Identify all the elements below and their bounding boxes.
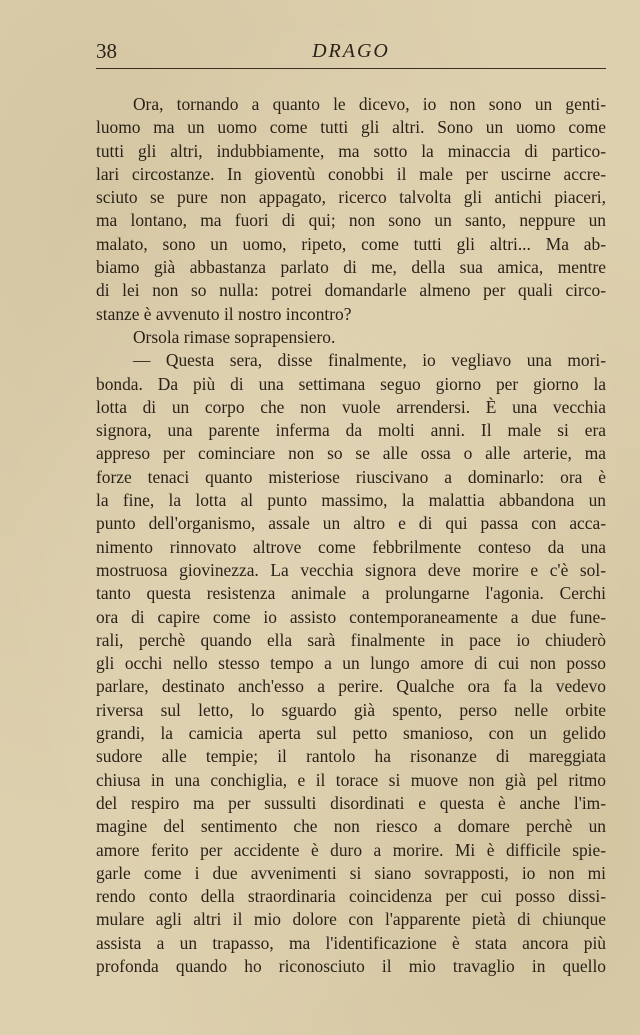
text-line: la fine, la lotta al punto massimo, la malattia abbandona un: [96, 490, 606, 511]
text-line: forze tenaci quanto misteriose riuscivano a dominarlo: ora è: [96, 466, 606, 487]
text-line: sciuto se pure non appagato, ricerco talvolta gli antichi piaceri,: [96, 187, 606, 208]
text-line: del respiro ma per sussulti disordinati e questa è anche l'im-: [96, 792, 606, 813]
text-line: riversa sul letto, lo sguardo già spento, perso nelle orbite: [96, 699, 606, 720]
text-line: — Questa sera, disse finalmente, io vegliavo una mori-: [133, 350, 606, 371]
text-line: signora, una parente inferma da molti anni. Il male si era: [96, 420, 606, 441]
text-line: garle come i due avvenimenti si siano sovrapposti, io non mi: [96, 862, 606, 883]
text-line: di lei non so nulla: potrei domandarle almeno per quali circo-: [96, 280, 606, 301]
text-line: bonda. Da più di una settimana seguo giorno per giorno la: [96, 373, 606, 394]
text-line: rali, perchè quando ella sarà finalmente in pace io chiuderò: [96, 629, 606, 650]
text-line: tanto questa resistenza animale a prolungarne l'agonia. Cerchi: [96, 583, 606, 604]
text-line: luomo ma un uomo come tutti gli altri. Sono un uomo come: [96, 117, 606, 138]
text-line: punto dell'organismo, assale un altro e di qui passa con acca-: [96, 513, 606, 534]
page-number: 38: [96, 39, 117, 63]
text-line: magine del sentimento che non riesco a domare perchè un: [96, 816, 606, 837]
text-line: rendo conto della straordinaria coincidenza per cui posso dissi-: [96, 886, 606, 907]
text-line: nimento rinnovato altrove come febbrilmente conteso da una: [96, 536, 606, 557]
text-line: mostruosa giovinezza. La vecchia signora deve morire e c'è sol-: [96, 559, 606, 580]
text-line: lari circostanze. In gioventù conobbi il male per uscirne accre-: [96, 163, 606, 184]
text-line: amore ferito per accidente è duro a morire. Mi è difficile spie-: [96, 839, 606, 860]
text-line: assista a un trapasso, ma l'identificazione è stata ancora più: [96, 932, 606, 953]
header-rule: [96, 68, 606, 69]
running-title: DRAGO: [312, 40, 390, 62]
text-line: tutti gli altri, indubbiamente, ma sotto la minaccia di partico-: [96, 140, 606, 161]
text-line: profonda quando ho riconosciuto il mio travaglio in quello: [96, 955, 606, 976]
text-line: ma lontano, ma fuori di qui; non sono un santo, neppure un: [96, 210, 606, 231]
text-line: ora di capire come io assisto contemporaneamente a due fune-: [96, 606, 606, 627]
text-line: biamo già abbastanza parlato di me, della sua amica, mentre: [96, 257, 606, 278]
text-line: parlare, destinato anch'esso a perire. Qualche ora fa la vedevo: [96, 676, 606, 697]
body-text: [96, 93, 606, 978]
text-line: sudore alle tempie; il rantolo ha risonanze di mareggiata: [96, 746, 606, 767]
text-line: appreso per cominciare non so se alle ossa o alle arterie, ma: [96, 443, 606, 464]
text-line: lotta di un corpo che non vuole arrendersi. È una vecchia: [96, 396, 606, 417]
text-line: gli occhi nello stesso tempo a un lungo amore di cui non posso: [96, 653, 606, 674]
text-line: chiusa in una conchiglia, e il torace si muove non già pel ritmo: [96, 769, 606, 790]
running-head: [96, 36, 606, 70]
text-line: malato, sono un uomo, ripeto, come tutti gli altri... Ma ab-: [96, 233, 606, 254]
text-line: stanze è avvenuto il nostro incontro?: [96, 303, 352, 324]
text-line: grandi, la camicia aperta sul petto smanioso, con un gelido: [96, 723, 606, 744]
text-line: Ora, tornando a quanto le dicevo, io non sono un genti-: [133, 94, 606, 114]
text-line: mulare agli altri il mio dolore con l'apparente pietà di chiunque: [96, 909, 606, 930]
text-line: Orsola rimase soprapensiero.: [133, 326, 336, 347]
